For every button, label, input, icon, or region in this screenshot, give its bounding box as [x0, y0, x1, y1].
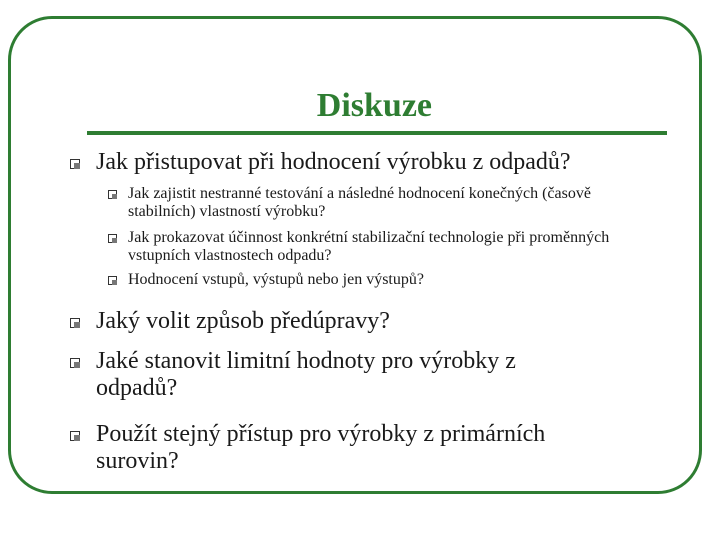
- sub-bullet-item-3: [108, 271, 648, 289]
- square-bullet-icon: [108, 234, 117, 243]
- square-bullet-icon: [70, 431, 80, 441]
- square-bullet-icon: [70, 318, 80, 328]
- bullet-item-2: [70, 308, 670, 335]
- sub-bullet-text: Jak prokazovat účinnost konkrétní stabilizační technologie při proměnných vstupních vlastnostech odpadu?: [128, 229, 610, 264]
- sub-bullet-item-1: [108, 185, 648, 221]
- square-bullet-icon: [108, 190, 117, 199]
- square-bullet-icon: [108, 276, 117, 285]
- slide-title: Diskuze: [316, 87, 432, 124]
- sub-bullet-item-2: [108, 229, 648, 265]
- sub-bullet-text: Jak zajistit nestranné testování a následné hodnocení konečných (časově stabilních) vlastností výrobku?: [128, 185, 591, 220]
- bullet-item-1: [70, 149, 670, 176]
- bullet-text: Jaké stanovit limitní hodnoty pro výrobky z odpadů?: [96, 348, 516, 401]
- sub-bullet-text: Hodnocení vstupů, výstupů nebo jen výstupů?: [128, 271, 424, 288]
- bullet-text: Jaký volit způsob předúpravy?: [96, 308, 390, 334]
- square-bullet-icon: [70, 358, 80, 368]
- square-bullet-icon: [70, 159, 80, 169]
- bullet-item-4: [70, 421, 630, 475]
- title-underline: [87, 131, 667, 135]
- bullet-text: Jak přistupovat při hodnocení výrobku z odpadů?: [96, 149, 571, 175]
- bullet-text: Použít stejný přístup pro výrobky z primárních surovin?: [96, 421, 546, 474]
- bullet-item-3: [70, 348, 570, 402]
